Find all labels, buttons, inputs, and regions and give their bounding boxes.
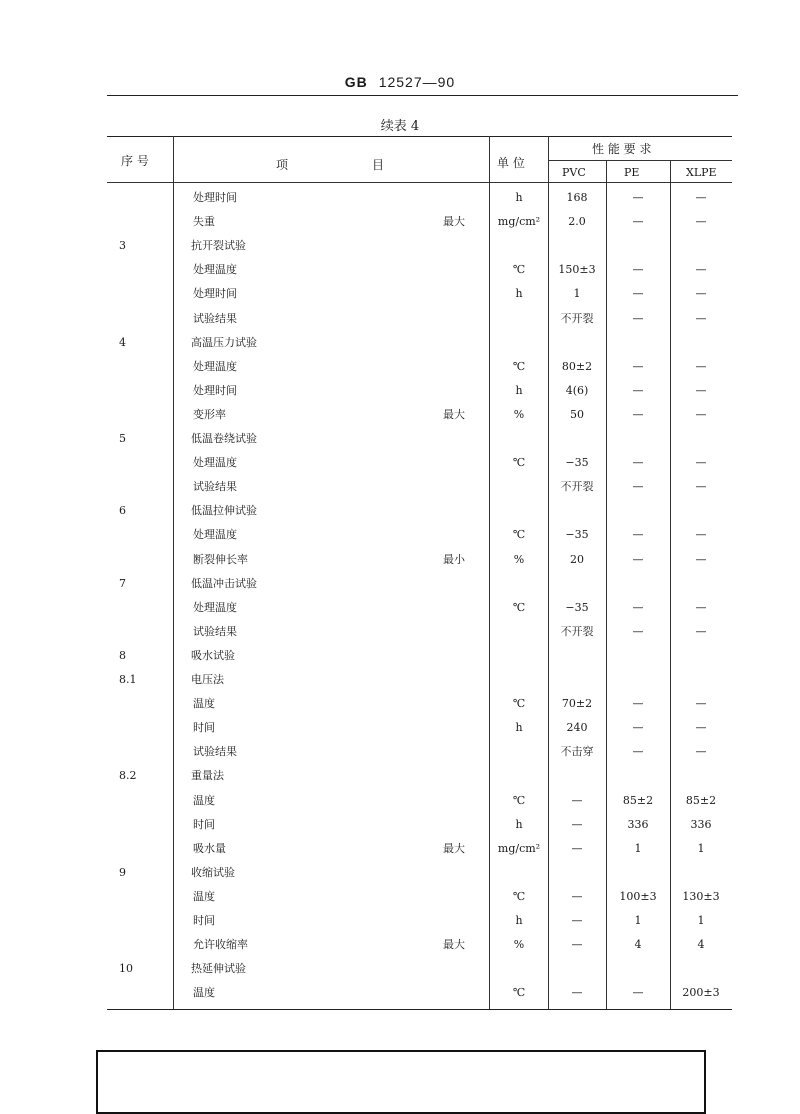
row-xlpe-value: —: [695, 721, 707, 735]
row-xlpe-value: —: [695, 191, 707, 204]
row-item: 处理时间: [193, 191, 237, 204]
row-xlpe-value: —: [695, 215, 707, 229]
row-limit: 最大: [443, 841, 465, 855]
row-unit: ℃: [512, 263, 526, 277]
row-item: 处理时间: [193, 287, 237, 301]
table-row: [107, 885, 732, 909]
col-header-pvc: PVC: [562, 166, 586, 179]
row-unit: mg/cm²: [497, 841, 541, 855]
row-item: 电压法: [191, 673, 224, 686]
table-row: [107, 307, 732, 331]
table-row: [107, 258, 732, 282]
table-row: [107, 186, 732, 210]
row-item: 时间: [193, 817, 215, 831]
row-unit: h: [515, 191, 523, 204]
row-pe-value: 4: [634, 938, 642, 952]
row-pe-value: —: [632, 480, 644, 494]
row-item: 温度: [193, 793, 215, 807]
table-row: [107, 692, 732, 716]
row-pe-value: —: [632, 552, 644, 566]
row-pe-value: 85±2: [622, 793, 654, 807]
row-xlpe-value: 336: [690, 817, 712, 831]
row-pe-value: —: [632, 407, 644, 421]
row-pvc-value: —: [571, 986, 583, 1000]
col-header-item-right: 目: [372, 158, 385, 172]
row-pvc-value: 80±2: [561, 359, 593, 373]
table-row: [107, 981, 732, 1005]
table-row: [107, 427, 732, 451]
row-number: 6: [119, 504, 126, 518]
row-limit: 最大: [443, 215, 465, 229]
row-unit: mg/cm²: [497, 215, 541, 229]
table-row: [107, 620, 732, 644]
col-header-performance: 性 能 要 求: [592, 142, 652, 156]
row-pe-value: —: [632, 745, 644, 759]
row-pvc-value: —: [571, 793, 583, 807]
table-row: [107, 331, 732, 355]
row-xlpe-value: —: [695, 745, 707, 759]
row-item: 低温卷绕试验: [191, 432, 257, 445]
row-xlpe-value: —: [695, 600, 707, 614]
table-row: [107, 644, 732, 668]
row-pe-value: —: [632, 456, 644, 470]
row-pe-value: —: [632, 600, 644, 614]
row-pvc-value: 不击穿: [560, 745, 594, 759]
table-row: [107, 548, 732, 572]
row-item: 低温拉伸试验: [191, 504, 257, 518]
table-top-border: [107, 136, 732, 137]
row-item: 试验结果: [193, 745, 237, 759]
row-number: 8.1: [119, 673, 137, 686]
standard-number: 12527—90: [378, 74, 456, 90]
row-unit: ℃: [512, 359, 526, 373]
row-unit: h: [515, 287, 523, 301]
row-pvc-value: −35: [565, 456, 589, 470]
row-item: 重量法: [191, 769, 224, 783]
row-item: 吸水试验: [191, 648, 235, 662]
row-limit: 最小: [443, 552, 465, 566]
row-pvc-value: 不开裂: [560, 480, 594, 494]
table-row: [107, 282, 732, 306]
row-pe-value: —: [632, 311, 644, 325]
header-bottom-line: [107, 182, 732, 183]
row-pe-value: —: [632, 287, 644, 301]
row-xlpe-value: 4: [697, 938, 705, 952]
row-unit: ℃: [512, 697, 526, 711]
table-row: [107, 475, 732, 499]
table-caption: 续表 4: [380, 119, 420, 134]
table-row: [107, 740, 732, 764]
row-number: 10: [119, 962, 133, 976]
row-unit: ℃: [512, 889, 526, 903]
table-row: [107, 403, 732, 427]
table-row: [107, 572, 732, 596]
row-xlpe-value: —: [695, 407, 707, 421]
table-row: [107, 523, 732, 547]
row-pe-value: 1: [634, 914, 642, 927]
row-unit: %: [513, 407, 525, 421]
table-row: [107, 933, 732, 957]
row-xlpe-value: 130±3: [682, 889, 720, 903]
row-limit: 最大: [443, 938, 465, 952]
row-item: 时间: [193, 721, 215, 735]
row-xlpe-value: —: [695, 697, 707, 711]
row-unit: %: [513, 552, 525, 566]
perf-header-divider: [548, 160, 732, 161]
row-unit: h: [515, 383, 523, 397]
row-xlpe-value: 1: [697, 841, 705, 855]
row-item: 吸水量: [193, 841, 226, 855]
row-number: 5: [119, 432, 126, 445]
table-row: [107, 813, 732, 837]
row-xlpe-value: 1: [697, 914, 705, 927]
row-pvc-value: 不开裂: [560, 311, 594, 325]
row-item: 温度: [193, 697, 215, 711]
row-pvc-value: 50: [570, 407, 584, 421]
row-item: 处理温度: [193, 600, 237, 614]
row-unit: h: [515, 914, 523, 927]
row-pvc-value: —: [571, 841, 583, 855]
row-item: 允许收缩率: [193, 938, 248, 952]
row-number: 4: [119, 335, 126, 349]
page-header: [0, 74, 800, 90]
row-pvc-value: 4(6): [565, 383, 589, 397]
row-pe-value: —: [632, 624, 644, 638]
row-number: 7: [119, 576, 126, 590]
row-number: 8: [119, 648, 126, 662]
row-xlpe-value: —: [695, 480, 707, 494]
table-row: [107, 909, 732, 933]
row-xlpe-value: —: [695, 383, 707, 397]
row-pvc-value: —: [571, 889, 583, 903]
row-pe-value: 1: [634, 841, 642, 855]
row-item: 抗开裂试验: [191, 239, 246, 253]
row-pe-value: —: [632, 383, 644, 397]
row-pe-value: 336: [627, 817, 649, 831]
row-item: 处理温度: [193, 359, 237, 373]
table-row: [107, 837, 732, 861]
table-row: [107, 716, 732, 740]
row-pe-value: —: [632, 191, 644, 204]
row-xlpe-value: 200±3: [682, 986, 720, 1000]
row-pvc-value: 2.0: [568, 215, 586, 229]
row-item: 收缩试验: [191, 865, 235, 879]
col-header-xlpe: XLPE: [686, 166, 717, 179]
row-item: 时间: [193, 914, 215, 927]
row-pe-value: —: [632, 215, 644, 229]
row-pvc-value: 150±3: [558, 263, 596, 277]
table-row: [107, 596, 732, 620]
row-pe-value: —: [632, 697, 644, 711]
table-row: [107, 210, 732, 234]
row-pe-value: —: [632, 528, 644, 542]
table-row: [107, 789, 732, 813]
row-unit: h: [515, 817, 523, 831]
row-item: 试验结果: [193, 480, 237, 494]
row-pe-value: —: [632, 986, 644, 1000]
table-row: [107, 379, 732, 403]
table-row: [107, 234, 732, 258]
row-item: 温度: [193, 986, 215, 1000]
row-item: 试验结果: [193, 311, 237, 325]
row-item: 失重: [193, 215, 215, 229]
row-unit: ℃: [512, 986, 526, 1000]
row-number: 3: [119, 239, 126, 253]
row-item: 处理温度: [193, 456, 237, 470]
row-xlpe-value: —: [695, 311, 707, 325]
row-unit: ℃: [512, 528, 526, 542]
col-header-unit: 单 位: [497, 156, 525, 170]
row-unit: ℃: [512, 600, 526, 614]
table-row: [107, 764, 732, 788]
row-unit: ℃: [512, 456, 526, 470]
row-item: 变形率: [193, 407, 226, 421]
row-pvc-value: 20: [570, 552, 584, 566]
row-xlpe-value: 85±2: [685, 793, 717, 807]
row-item: 高温压力试验: [191, 335, 257, 349]
row-pvc-value: —: [571, 914, 583, 927]
col-header-item-left: 项: [276, 158, 289, 172]
row-pvc-value: 1: [573, 287, 581, 301]
row-limit: 最大: [443, 407, 465, 421]
row-item: 处理温度: [193, 263, 237, 277]
row-pvc-value: −35: [565, 600, 589, 614]
row-xlpe-value: —: [695, 624, 707, 638]
row-pe-value: 100±3: [619, 889, 657, 903]
table-row: [107, 499, 732, 523]
row-xlpe-value: —: [695, 359, 707, 373]
row-xlpe-value: —: [695, 456, 707, 470]
row-pvc-value: 168: [566, 191, 588, 204]
row-xlpe-value: —: [695, 528, 707, 542]
row-item: 热延伸试验: [191, 962, 246, 976]
footer-frame: [96, 1050, 706, 1114]
row-pvc-value: —: [571, 817, 583, 831]
row-unit: h: [515, 721, 523, 735]
row-xlpe-value: —: [695, 552, 707, 566]
row-pvc-value: —: [571, 938, 583, 952]
row-item: 低温冲击试验: [191, 576, 257, 590]
row-item: 温度: [193, 889, 215, 903]
row-pvc-value: 240: [566, 721, 588, 735]
col-header-no: 序 号: [121, 154, 149, 168]
row-pe-value: —: [632, 263, 644, 277]
row-pvc-value: 70±2: [561, 697, 593, 711]
row-number: 8.2: [119, 769, 137, 783]
table-bottom-border: [107, 1009, 732, 1010]
table-row: [107, 668, 732, 692]
row-unit: %: [513, 938, 525, 952]
col-header-pe: PE: [624, 166, 640, 179]
row-item: 试验结果: [193, 624, 237, 638]
row-item: 处理时间: [193, 383, 237, 397]
row-pe-value: —: [632, 359, 644, 373]
table-row: [107, 451, 732, 475]
row-xlpe-value: —: [695, 263, 707, 277]
row-item: 处理温度: [193, 528, 237, 542]
header-rule: [107, 95, 738, 96]
row-pe-value: —: [632, 721, 644, 735]
row-unit: ℃: [512, 793, 526, 807]
table-row: [107, 957, 732, 981]
table-row: [107, 861, 732, 885]
standard-code: GB: [344, 74, 368, 90]
row-pvc-value: 不开裂: [560, 624, 594, 638]
table-row: [107, 355, 732, 379]
row-pvc-value: −35: [565, 528, 589, 542]
row-number: 9: [119, 865, 126, 879]
row-xlpe-value: —: [695, 287, 707, 301]
row-item: 断裂伸长率: [193, 552, 248, 566]
